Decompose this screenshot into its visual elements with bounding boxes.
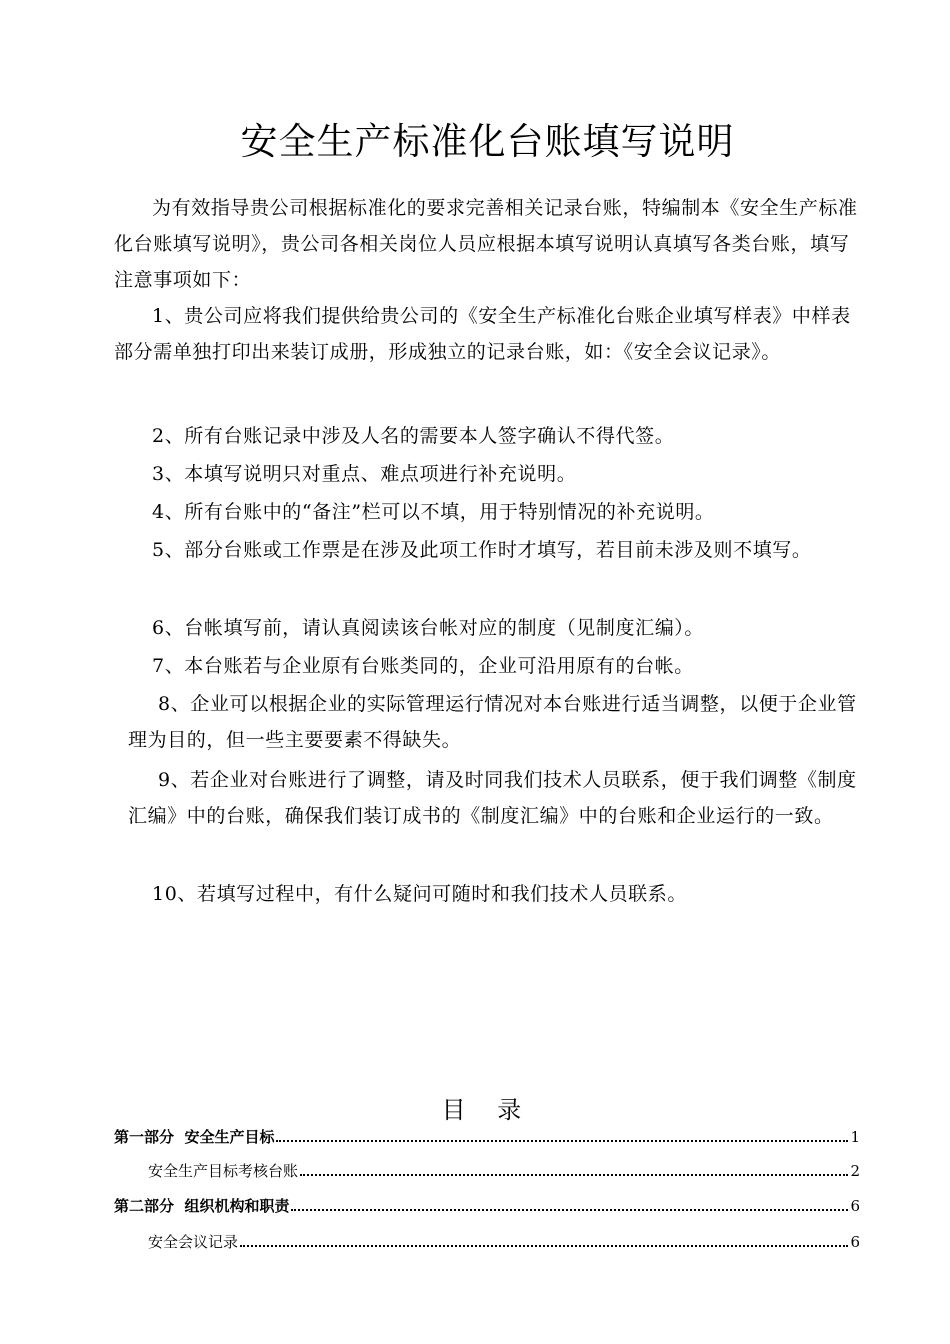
note-item-6: 6、台帐填写前，请认真阅读该台帐对应的制度（见制度汇编）。 [152, 617, 704, 639]
note-item-4: 4、所有台账中的“备注”栏可以不填，用于特别情况的补充说明。 [152, 501, 715, 523]
note-item-7: 7、本台账若与企业原有台账类同的，企业可沿用原有的台帐。 [152, 655, 694, 677]
toc-entry[interactable] [148, 1229, 860, 1255]
toc-leader-dots [291, 1209, 848, 1211]
toc-entry-page: 1 [850, 1128, 860, 1146]
toc-entry-label: 安全生产目标考核台账 [148, 1162, 299, 1180]
document-title: 安全生产标准化台账填写说明 [240, 120, 735, 163]
toc-entry[interactable] [114, 1124, 860, 1150]
toc-entry-label: 安全会议记录 [148, 1233, 239, 1251]
toc-leader-dots [276, 1140, 848, 1142]
toc-entry[interactable] [114, 1193, 860, 1219]
intro-paragraph: 为有效指导贵公司根据标准化的要求完善相关记录台账，特编制本《安全生产标准化台账填写说明》，贵公司各相关岗位人员应根据本填写说明认真填写各类台账，填写注意事项如下： [114, 197, 858, 291]
note-item-10: 10、若填写过程中，有什么疑问可随时和我们技术人员联系。 [152, 883, 687, 905]
toc-entry-label: 第二部分 组织机构和职责 [114, 1197, 290, 1215]
toc-entry-page: 6 [850, 1233, 860, 1251]
note-item-2: 2、所有台账记录中涉及人名的需要本人签字确认不得代签。 [152, 425, 675, 447]
toc-entry[interactable] [148, 1158, 860, 1184]
toc-entry-page: 6 [850, 1197, 860, 1215]
toc-leader-dots [300, 1174, 848, 1176]
note-item-9: 9、若企业对台账进行了调整，请及时同我们技术人员联系，便于我们调整《制度汇编》中的台账，确保我们装订成书的《制度汇编》中的台账和企业运行的一致。 [128, 769, 857, 827]
note-item-3: 3、本填写说明只对重点、难点项进行补充说明。 [152, 463, 577, 485]
toc-heading: 目 录 [441, 1096, 534, 1124]
toc-leader-dots [240, 1245, 848, 1247]
note-item-8: 8、企业可以根据企业的实际管理运行情况对本台账进行适当调整，以便于企业管理为目的，但一些主要要素不得缺失。 [128, 693, 857, 751]
note-item-1: 1、贵公司应将我们提供给贵公司的《安全生产标准化台账企业填写样表》中样表部分需单独打印出来装订成册，形成独立的记录台账，如：《安全会议记录》。 [114, 305, 851, 363]
note-item-5: 5、部分台账或工作票是在涉及此项工作时才填写，若目前未涉及则不填写。 [152, 539, 812, 561]
toc-entry-label: 第一部分 安全生产目标 [114, 1128, 275, 1146]
toc-entry-page: 2 [850, 1162, 860, 1180]
